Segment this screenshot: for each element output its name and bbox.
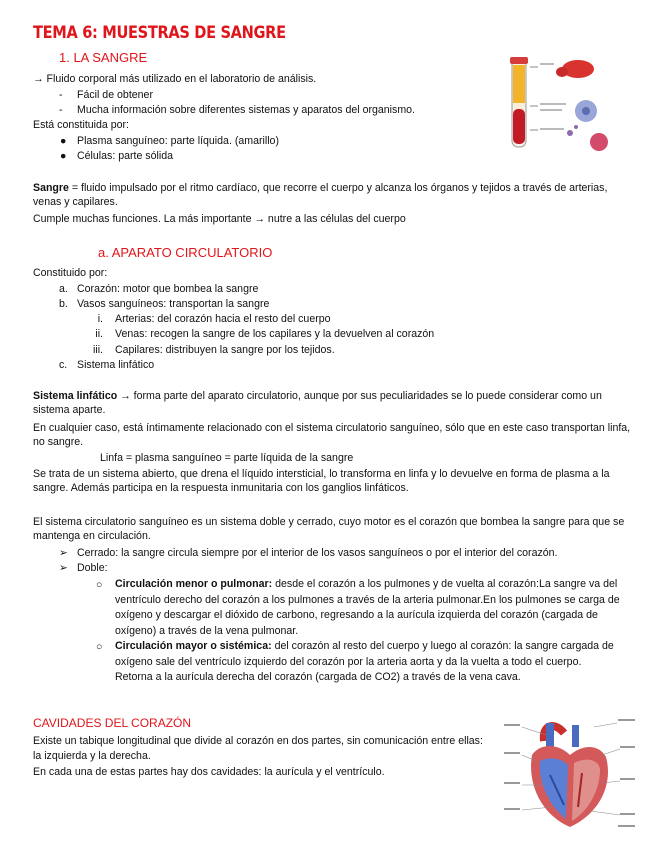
heading-cavidades: CAVIDADES DEL CORAZÓN bbox=[33, 716, 192, 730]
linfatico-definition: → forma parte del aparato circulatorio, aunque por sus peculiaridades se lo puede considerar como un sistema aparte. bbox=[33, 390, 602, 416]
arrow-bullet: ➢ bbox=[59, 562, 68, 574]
circle-bullet: ○ bbox=[96, 579, 103, 591]
circulacion-mayor-text: del corazón al resto del cuerpo y luego al corazón: la sangre cargada de oxígeno sale del ventrículo izquierdo del corazón por la arteria aorta y da la vuelta a todo el cuerpo. Retorna a la aurícula derecha del corazón (cargada de CO2) a través de la vena cava. bbox=[115, 640, 614, 683]
list-item-linfatico: Sistema linfático bbox=[77, 359, 155, 371]
cavidades-line: En cada una de estas partes hay dos cavidades: la aurícula y el ventrículo. bbox=[33, 766, 385, 778]
circle-bullet: ○ bbox=[96, 641, 103, 653]
sistema-abierto-paragraph: Se trata de un sistema abierto, que drena el líquido intersticial, lo transforma en linfa y lo devuelve en forma de plasma a la sangre. Además participa en la respuesta inmunitaria con los ganglios linfáticos. bbox=[33, 468, 610, 494]
sangre-definition: = fluido impulsado por el ritmo cardíaco, que recorre el cuerpo y alcanza los órganos y tejidos a través de arterias, venas y capilares. bbox=[33, 182, 608, 208]
dash-item-text: Fácil de obtener bbox=[77, 89, 153, 101]
bullet-dot: ● bbox=[60, 150, 67, 162]
sublist-marker: ii. bbox=[95, 328, 103, 340]
dash-item: - bbox=[59, 104, 63, 116]
circulacion-menor-item bbox=[115, 577, 635, 639]
const-label: Está constituida por: bbox=[33, 119, 129, 131]
sublist-item-capilares: Capilares: distribuyen la sangre por los tejidos. bbox=[115, 344, 335, 356]
list-marker: a. bbox=[59, 283, 68, 295]
bullet-dot: ● bbox=[60, 135, 67, 147]
linfa-formula: Linfa = plasma sanguíneo = parte líquida de la sangre bbox=[100, 452, 354, 464]
linfatico-term: Sistema linfático bbox=[33, 390, 118, 402]
relacion-paragraph: En cualquier caso, está íntimamente relacionado con el sistema circulatorio sanguíneo, sólo que en este caso transportan linfa, no sangre. bbox=[33, 422, 631, 448]
circulacion-menor-term: Circulación menor o pulmonar: bbox=[115, 578, 273, 590]
circulatorio-paragraph: El sistema circulatorio sanguíneo es un sistema doble y cerrado, cuyo motor es el corazón que bombea la sangre para que se mantenga en circulación. bbox=[33, 516, 625, 542]
constituido-label: Constituido por: bbox=[33, 267, 108, 279]
blood-tube-illustration bbox=[500, 55, 615, 155]
circulacion-mayor-term: Circulación mayor o sistémica: bbox=[115, 640, 272, 652]
heading-la-sangre: 1. LA SANGRE bbox=[59, 50, 148, 65]
circulacion-menor-text: desde el corazón a los pulmones y de vuelta al corazón:La sangre va del ventrículo derecho del corazón a los pulmones a través de la arteria pulmonar.En los pulmones se carga de oxígeno y descargar el dióxido de carbono, regresando a la aurícula izquierda del corazón (cargada de oxígeno) a través de la vena pulmonar. bbox=[115, 578, 620, 637]
sublist-marker: iii. bbox=[92, 344, 103, 356]
tabique-paragraph: Existe un tabique longitudinal que divide al corazón en dos partes, sin comunicación entre ellas: la izquierda y la derecha. bbox=[33, 735, 483, 762]
sublist-item-arterias: Arterias: del corazón hacia el resto del cuerpo bbox=[115, 313, 331, 325]
intro-line: → Fluido corporal más utilizado en el laboratorio de análisis. bbox=[33, 73, 317, 85]
list-item-corazon: Corazón: motor que bombea la sangre bbox=[77, 283, 259, 295]
list-marker: b. bbox=[59, 298, 68, 310]
sublist-item-venas: Venas: recogen la sangre de los capilares y la devuelven al corazón bbox=[115, 328, 435, 340]
heading-aparato-circulatorio: a. APARATO CIRCULATORIO bbox=[98, 245, 273, 260]
doble-item: Doble: bbox=[77, 562, 108, 574]
list-item-vasos: Vasos sanguíneos: transportan la sangre bbox=[77, 298, 270, 310]
sangre-paragraph bbox=[33, 181, 633, 209]
sublist-marker: i. bbox=[97, 313, 103, 325]
dash-item: - bbox=[59, 89, 63, 101]
heart-anatomy-illustration bbox=[502, 715, 637, 833]
list-marker: c. bbox=[59, 359, 68, 371]
cerrado-item: Cerrado: la sangre circula siempre por el interior de los vasos sanguíneos o por el interior del corazón. bbox=[77, 547, 558, 559]
dash-item-text: Mucha información sobre diferentes sistemas y aparatos del organismo. bbox=[77, 104, 415, 116]
arrow-bullet: ➢ bbox=[59, 547, 68, 559]
circulacion-mayor-item bbox=[115, 639, 620, 686]
bullet-text: Plasma sanguíneo: parte líquida. (amarillo) bbox=[77, 135, 279, 147]
page-title: TEMA 6: MUESTRAS DE SANGRE bbox=[33, 23, 286, 43]
funciones-line: Cumple muchas funciones. La más importante → nutre a las células del cuerpo bbox=[33, 213, 406, 225]
linfatico-paragraph bbox=[33, 389, 633, 417]
sangre-term: Sangre bbox=[33, 182, 69, 194]
bullet-text: Células: parte sólida bbox=[77, 150, 173, 162]
